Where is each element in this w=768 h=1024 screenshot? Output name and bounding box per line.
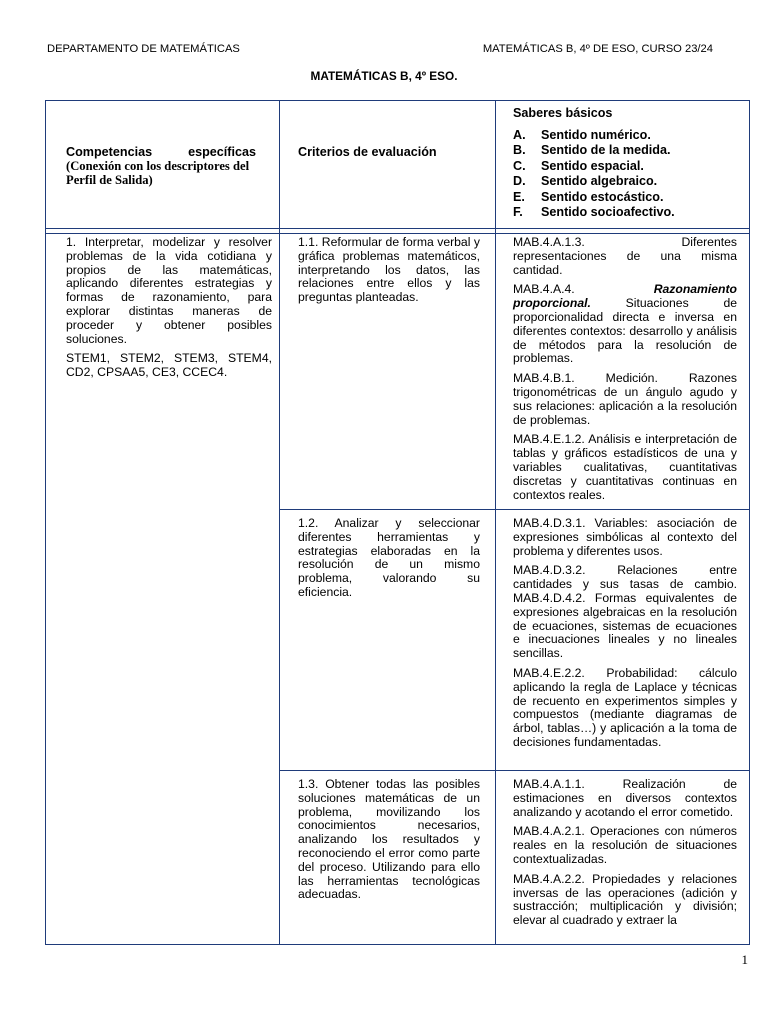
saberes-cell-3 — [513, 778, 737, 944]
saberes-label: Sentido numérico. — [541, 127, 651, 142]
header-competencias: Competencias específicas (Conexión con los descriptores del Perfil de Salida) — [66, 145, 256, 187]
row-divider — [279, 509, 749, 510]
saber-paragraph: MAB.4.A.1.3. Diferentes representaciones de una misma cantidad. — [513, 235, 737, 277]
saber-rest: Situaciones de proporcionalidad directa e inversa en diferentes contextos: desarrollo y análisis de métodos para la resolución de problemas. — [513, 296, 737, 366]
saber-paragraph: MAB.4.E.2.2. Probabilidad: cálculo aplicando la regla de Laplace y técnicas de recuento en experimentos simples y compuestos (mediante diagramas de árbol, tablas…) y aplicación a la toma de decisiones fundamentadas. — [513, 665, 737, 749]
saberes-letter: F. — [513, 205, 523, 220]
saberes-label: Sentido algebraico. — [541, 174, 658, 189]
row-divider — [279, 770, 749, 771]
criterio-1-2: 1.2. Analizar y seleccionar diferentes herramientas y estrategias elaboradas en la resolución de un mismo problema, valorando su eficiencia. — [298, 516, 480, 599]
descriptores-text: STEM1, STEM2, STEM3, STEM4, CD2, CPSAA5, CE3, CCEC4. — [66, 351, 272, 380]
header-saberes: Saberes básicos A. Sentido numérico. B. Sentido de la medida. C. Sentido espacial. D. Sentido algebraico. E. Sentido estocástico. F. Sentido socioafectivo. — [513, 107, 733, 221]
saber-paragraph — [513, 283, 737, 366]
saberes-list-item — [513, 205, 733, 221]
row-divider — [46, 228, 749, 229]
saber-paragraph: MAB.4.A.1.1. Realización de estimaciones en diversos contextos analizando y acotando el error cometido. — [513, 778, 737, 819]
header-department: DEPARTAMENTO DE MATEMÁTICAS — [47, 43, 240, 55]
saber-emphasis: Razonamiento proporcional. — [513, 282, 737, 311]
saberes-list-item — [513, 159, 733, 175]
document-title: MATEMÁTICAS B, 4º ESO. — [310, 69, 458, 83]
saber-paragraph: MAB.4.A.2.1. Operaciones con números reales en la resolución de situaciones contextualizadas. — [513, 824, 737, 866]
saberes-list-item — [513, 190, 733, 206]
saber-code: MAB.4.A.4. — [513, 282, 575, 297]
criterio-1-3: 1.3. Obtener todas las posibles soluciones matemáticas de un problema, movilizando los conocimientos necesarios, analizando los resultados y reconociendo el error como parte del proceso. Utilizando para ello las herramientas tecnológicas adecuadas. — [298, 777, 480, 902]
saber-paragraph: MAB.4.D.3.2. Relaciones entre cantidades y sus tasas de cambio. MAB.4.D.4.2. Formas equivalentes de expresiones algebraicas en la resolución de ecuaciones, sistemas de ecuaciones e inecuaciones lineales y no lineales sencillas. — [513, 563, 737, 661]
header-criterios: Criterios de evaluación — [298, 145, 437, 159]
saberes-letter: D. — [513, 174, 526, 189]
saberes-cell-2 — [513, 517, 737, 756]
header-course: MATEMÁTICAS B, 4º DE ESO, CURSO 23/24 — [482, 43, 713, 55]
saber-paragraph: MAB.4.A.2.2. Propiedades y relaciones inversas de las operaciones (adición y sustracción; multiplicación y división; elevar al cuadrado y extraer la — [513, 871, 737, 928]
saberes-letter: C. — [513, 158, 526, 173]
criterio-1-1: 1.1. Reformular de forma verbal y gráfica problemas matemáticos, interpretando los datos, las relaciones entre ellos y las preguntas planteadas. — [298, 235, 480, 305]
saberes-list-item — [513, 143, 733, 159]
saberes-letter: B. — [513, 143, 526, 158]
saberes-letter: A. — [513, 127, 526, 142]
page-number: 1 — [741, 952, 748, 967]
saber-paragraph: MAB.4.D.3.1. Variables: asociación de expresiones simbólicas al contexto del problema y diferentes usos. — [513, 516, 737, 558]
saberes-cell-1 — [513, 236, 737, 508]
saber-paragraph: MAB.4.E.1.2. Análisis e interpretación de tablas y gráficos estadísticos de una y variables cualitativas, cuantitativas discretas y cuantitativas continuas en contextos reales. — [513, 432, 737, 502]
saber-paragraph: MAB.4.B.1. Medición. Razones trigonométricas de un ángulo agudo y sus relaciones: aplicación a la resolución de problemas. — [513, 371, 737, 427]
saberes-label: Sentido estocástico. — [541, 189, 664, 204]
saberes-list-item — [513, 128, 733, 144]
saberes-label: Sentido espacial. — [541, 158, 644, 173]
saberes-label: Sentido de la medida. — [541, 143, 671, 158]
saberes-letter: E. — [513, 189, 525, 204]
saberes-label: Sentido socioafectivo. — [541, 205, 675, 220]
curriculum-table — [45, 100, 750, 945]
competencia-cell — [66, 236, 272, 386]
saberes-list-item — [513, 174, 733, 190]
row-divider — [46, 233, 749, 234]
competencia-text: 1. Interpretar, modelizar y resolver problemas de la vida cotidiana y propios de las matemáticas, aplicando diferentes estrategias y formas de razonamiento, para explorar distintas maneras de proceder y obtener posibles soluciones. — [66, 235, 272, 346]
